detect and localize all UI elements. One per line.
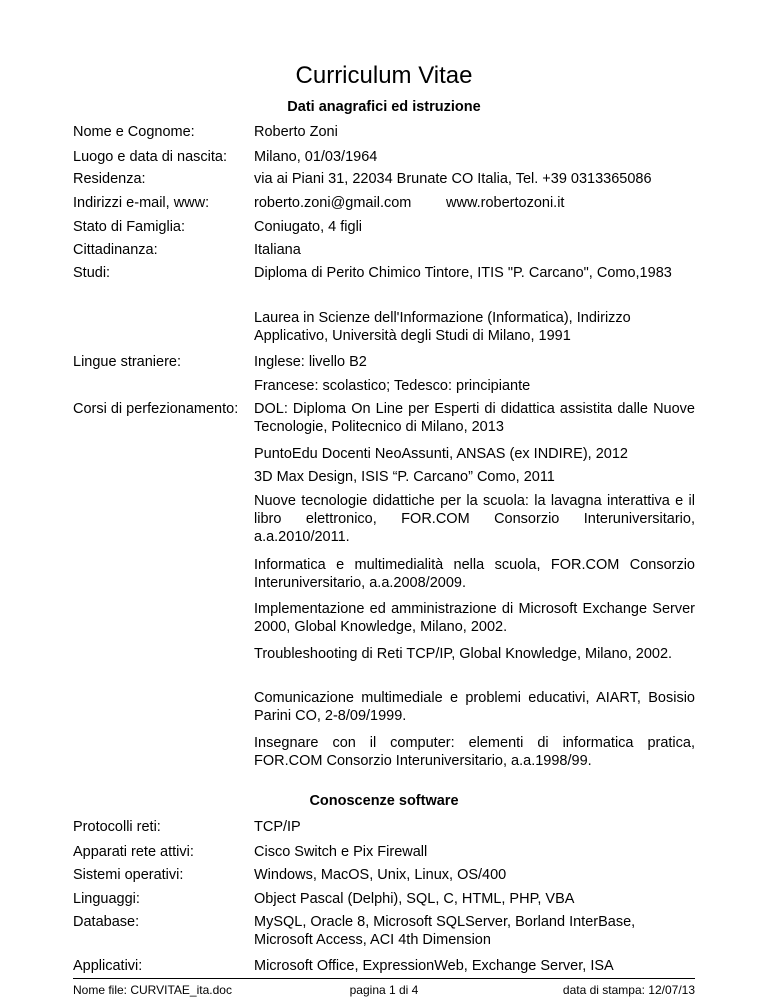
birth-label: Luogo e data di nascita: <box>73 149 227 165</box>
residence-label: Residenza: <box>73 171 146 187</box>
languages-item: Inglese: livello B2 <box>254 354 367 370</box>
section-heading-software: Conoscenze software <box>309 793 459 809</box>
software-value: MySQL, Oracle 8, Microsoft SQLServer, Borland InterBase, Microsoft Access, ACI 4th Dimension <box>254 914 636 948</box>
course-item: Nuove tecnologie didattiche per la scuola: la lavagna interattiva e il libro elettronico, FOR.COM Consorzio Interuniversitario, a.a.2010/2011. <box>254 493 695 545</box>
name-value: Roberto Zoni <box>254 124 338 140</box>
software-value: Windows, MacOS, Unix, Linux, OS/400 <box>254 867 507 883</box>
software-label: Sistemi operativi: <box>73 867 184 883</box>
software-value: Object Pascal (Delphi), SQL, C, HTML, PHP, VBA <box>254 891 575 907</box>
footer-page-number: pagina 1 di 4 <box>349 983 419 997</box>
course-item: Troubleshooting di Reti TCP/IP, Global Knowledge, Milano, 2002. <box>254 646 673 662</box>
document-title: Curriculum Vitae <box>295 62 473 89</box>
course-item: Informatica e multimedialità nella scuola, FOR.COM Consorzio Interuniversitario, a.a.2008/2009. <box>254 557 695 591</box>
section-heading-personal: Dati anagrafici ed istruzione <box>287 99 481 115</box>
courses-label: Corsi di perfezionamento: <box>73 401 239 417</box>
citizenship-label: Cittadinanza: <box>73 242 158 258</box>
languages-label: Lingue straniere: <box>73 354 182 370</box>
birth-value: Milano, 01/03/1964 <box>254 149 378 165</box>
footer-filename: Nome file: CURVITAE_ita.doc <box>73 983 232 997</box>
residence-value: via ai Piani 31, 22034 Brunate CO Italia, Tel. +39 0313365086 <box>254 171 652 187</box>
footer-print-date: data di stampa: 12/07/13 <box>562 983 695 997</box>
software-label: Protocolli reti: <box>73 819 161 835</box>
family-value: Coniugato, 4 figli <box>254 219 363 235</box>
course-item: DOL: Diploma On Line per Esperti di didattica assistita dalle Nuove Tecnologie, Politecnico di Milano, 2013 <box>254 401 695 435</box>
software-value: Cisco Switch e Pix Firewall <box>254 844 428 860</box>
software-label: Database: <box>73 914 140 930</box>
software-value: TCP/IP <box>254 819 301 835</box>
studies-item: Diploma di Perito Chimico Tintore, ITIS "P. Carcano", Como,1983 <box>254 265 672 281</box>
citizenship-value: Italiana <box>254 242 301 258</box>
course-item: 3D Max Design, ISIS “P. Carcano” Como, 2011 <box>254 469 555 485</box>
languages-item: Francese: scolastico; Tedesco: principiante <box>254 378 531 394</box>
studies-item: Laurea in Scienze dell'Informazione (Informatica), Indirizzo Applicativo, Università degli Studi di Milano, 1991 <box>254 310 631 344</box>
family-label: Stato di Famiglia: <box>73 219 186 235</box>
course-item: Comunicazione multimediale e problemi educativi, AIART, Bosisio Parini CO, 2-8/09/1999. <box>254 690 695 724</box>
website-value: www.robertozoni.it <box>446 195 565 211</box>
email-value: roberto.zoni@gmail.com <box>254 195 412 211</box>
course-item: PuntoEdu Docenti NeoAssunti, ANSAS (ex INDIRE), 2012 <box>254 446 628 462</box>
course-item: Insegnare con il computer: elementi di informatica pratica, FOR.COM Consorzio Interuniversitario, a.a.1998/99. <box>254 735 695 769</box>
software-value: Microsoft Office, ExpressionWeb, Exchange Server, ISA <box>254 958 614 974</box>
course-item: Implementazione ed amministrazione di Microsoft Exchange Server 2000, Global Knowledge, Milano, 2002. <box>254 601 695 635</box>
software-label: Apparati rete attivi: <box>73 844 194 860</box>
name-label: Nome e Cognome: <box>73 124 195 140</box>
software-label: Linguaggi: <box>73 891 140 907</box>
software-label: Applicativi: <box>73 958 143 974</box>
studies-label: Studi: <box>73 265 111 281</box>
contacts-label: Indirizzi e-mail, www: <box>73 195 210 211</box>
page-footer <box>73 978 695 997</box>
